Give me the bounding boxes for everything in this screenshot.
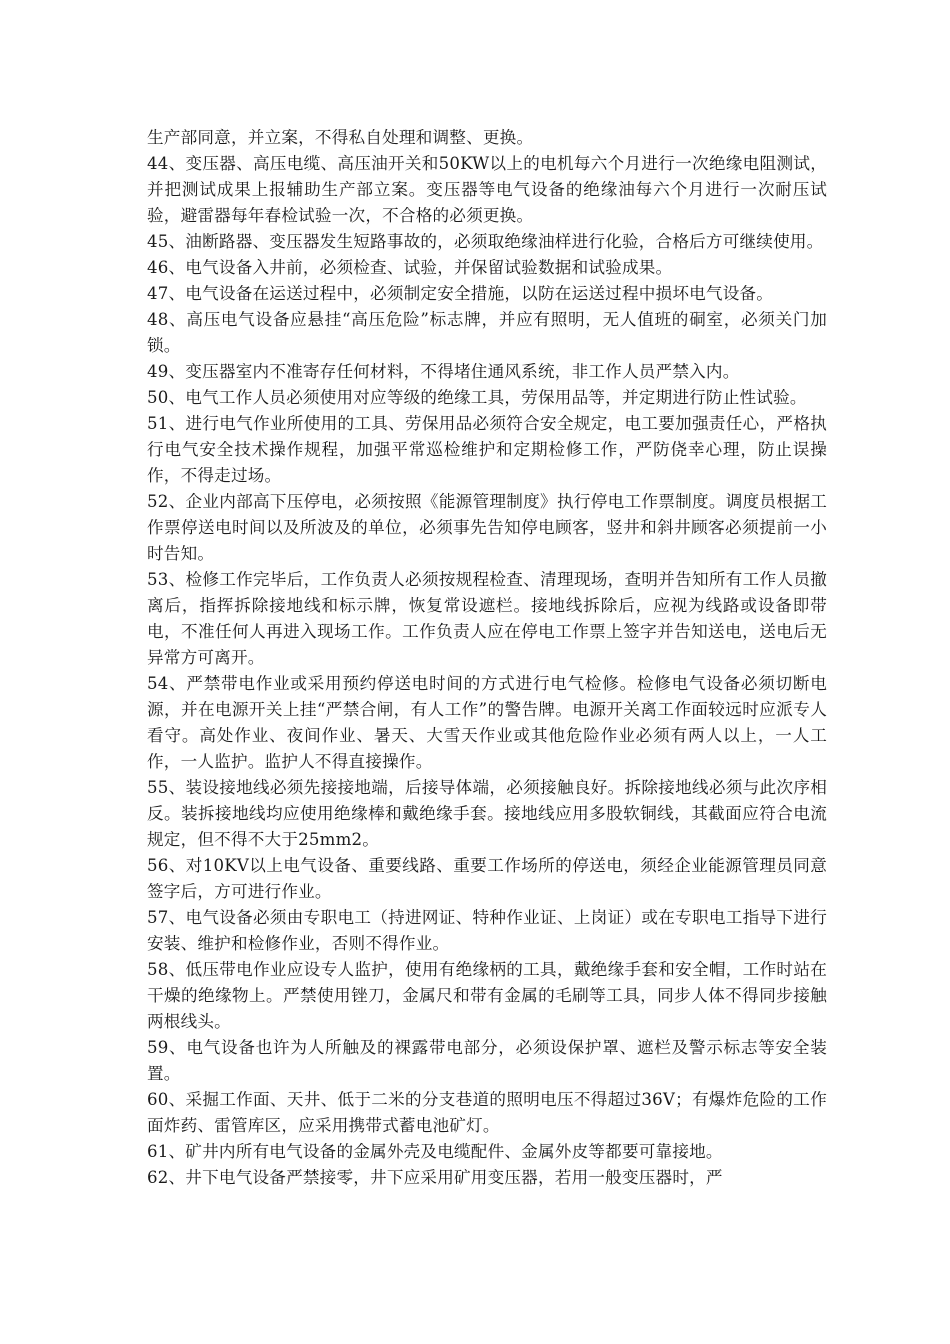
- paragraph-item-61: 61、矿井内所有电气设备的金属外壳及电缆配件、金属外皮等都要可靠接地。: [147, 1142, 723, 1161]
- paragraph-item-58: 58、低压带电作业应设专人监护，使用有绝缘柄的工具，戴绝缘手套和安全帽，工作时站在干燥的绝缘物上。严禁使用锉刀，金属尺和带有金属的毛刷等工具，同步人体不得同步接触两根线头。: [147, 960, 827, 1031]
- paragraph-item-46: 46、电气设备入井前，必须检查、试验，并保留试验数据和试验成果。: [147, 258, 673, 277]
- paragraph-item-45: 45、油断路器、变压器发生短路事故的，必须取绝缘油样进行化验，合格后方可继续使用。: [147, 232, 824, 251]
- paragraph-item-47: 47、电气设备在运送过程中，必须制定安全措施，以防在运送过程中损坏电气设备。: [147, 284, 774, 303]
- paragraph-item-55: 55、装设接地线必须先接接地端，后接导体端，必须接触良好。拆除接地线必须与此次序相反。装拆接地线均应使用绝缘棒和戴绝缘手套。接地线应用多股软铜线，其截面应符合电流规定，但不得不大于25mm2。: [147, 778, 827, 849]
- paragraph-item-53: 53、检修工作完毕后，工作负责人必须按规程检查、清理现场，查明并告知所有工作人员撤离后，指挥拆除接地线和标示牌，恢复常设遮栏。接地线拆除后，应视为线路或设备即带电，不准任何人再进入现场工作。工作负责人应在停电工作票上签字并告知送电，送电后无异常方可离开。: [147, 570, 827, 667]
- paragraph-item-51: 51、进行电气作业所使用的工具、劳保用品必须符合安全规定，电工要加强责任心，严格执行电气安全技术操作规程，加强平常巡检维护和定期检修工作，严防侥幸心理，防止误操作，不得走过场。: [147, 414, 827, 485]
- paragraph-item-49: 49、变压器室内不准寄存任何材料，不得堵住通风系统，非工作人员严禁入内。: [147, 362, 740, 381]
- document-body: [147, 125, 827, 1191]
- paragraph-item-54: 54、严禁带电作业或采用预约停送电时间的方式进行电气检修。检修电气设备必须切断电源，并在电源开关上挂“严禁合闸，有人工作”的警告牌。电源开关离工作面较远时应派专人看守。高处作业、夜间作业、暑天、大雪天作业或其他危险作业必须有两人以上，一人工作，一人监护。监护人不得直接操作。: [147, 674, 827, 771]
- paragraph-item-59: 59、电气设备也许为人所触及的裸露带电部分，必须设保护罩、遮栏及警示标志等安全装置。: [147, 1038, 827, 1083]
- paragraph-item-56: 56、对10KV以上电气设备、重要线路、重要工作场所的停送电，须经企业能源管理员同意签字后，方可进行作业。: [147, 856, 827, 901]
- paragraph-item-44: 44、变压器、高压电缆、高压油开关和50KW以上的电机每六个月进行一次绝缘电阻测试，并把测试成果上报辅助生产部立案。变压器等电气设备的绝缘油每六个月进行一次耐压试验，避雷器每年春检试验一次，不合格的必须更换。: [147, 154, 827, 225]
- paragraph-item-50: 50、电气工作人员必须使用对应等级的绝缘工具，劳保用品等，并定期进行防止性试验。: [147, 388, 807, 407]
- paragraph-item-52: 52、企业内部高下压停电，必须按照《能源管理制度》执行停电工作票制度。调度员根据工作票停送电时间以及所波及的单位，必须事先告知停电顾客，竖井和斜井顾客必须提前一小时告知。: [147, 492, 827, 563]
- paragraph-item-62: 62、井下电气设备严禁接零，井下应采用矿用变压器，若用一般变压器时，严: [147, 1168, 723, 1187]
- paragraph-item-48: 48、高压电气设备应悬挂“高压危险”标志牌，并应有照明，无人值班的硐室，必须关门加锁。: [147, 310, 827, 355]
- paragraph-item-57: 57、电气设备必须由专职电工（持进网证、特种作业证、上岗证）或在专职电工指导下进行安装、维护和检修作业，否则不得作业。: [147, 908, 827, 953]
- paragraph-continuation: 生产部同意，并立案，不得私自处理和调整、更换。: [147, 128, 534, 147]
- paragraph-item-60: 60、采掘工作面、天井、低于二米的分支巷道的照明电压不得超过36V；有爆炸危险的工作面炸药、雷管库区，应采用携带式蓄电池矿灯。: [147, 1090, 827, 1135]
